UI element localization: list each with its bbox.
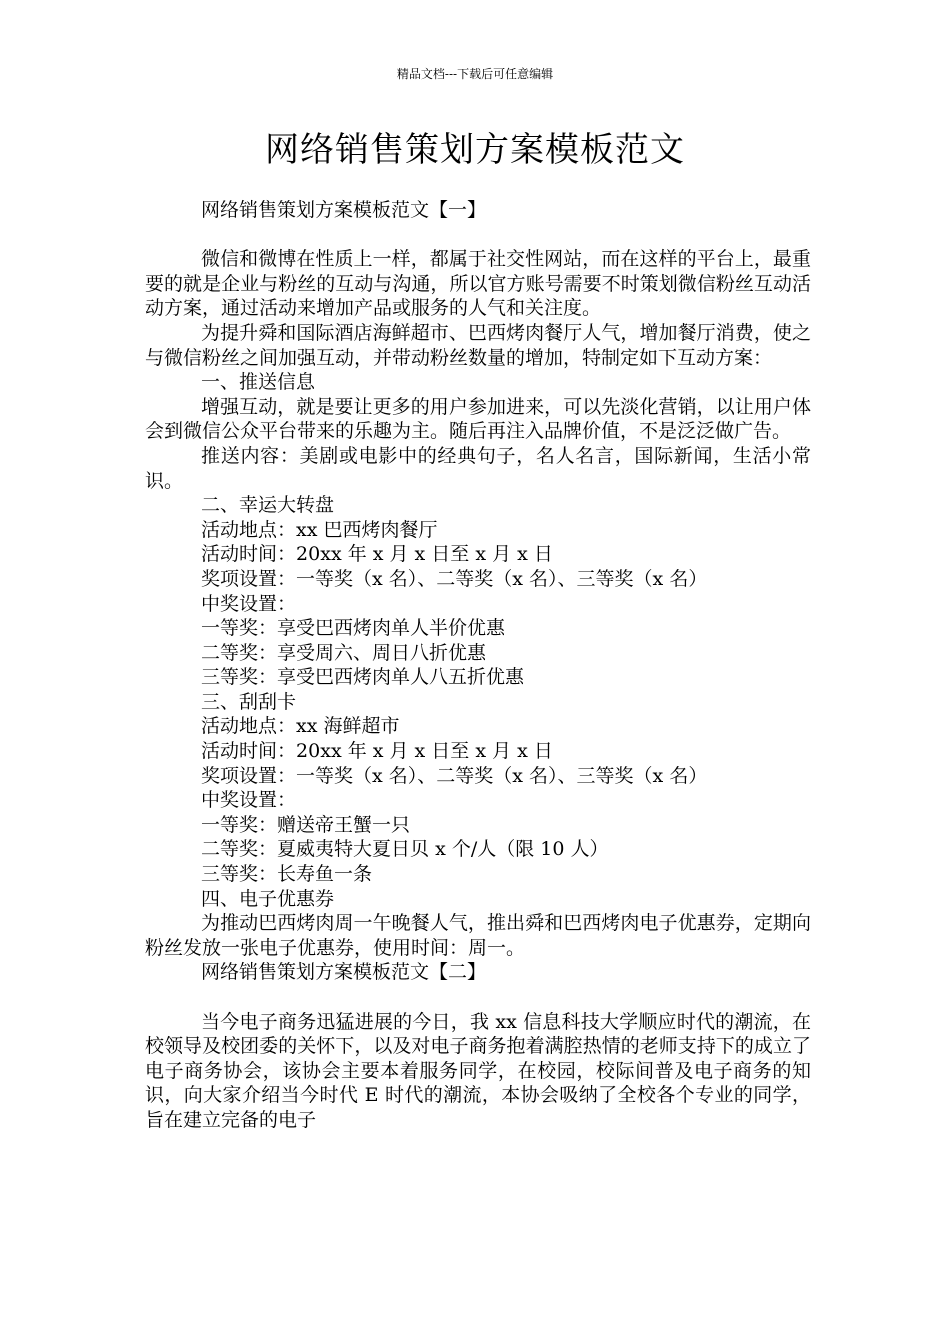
document-body bbox=[145, 198, 811, 1133]
list-item: 中奖设置： bbox=[201, 789, 297, 812]
list-item: 奖项设置：一等奖（x 名）、二等奖（x 名）、三等奖（x 名） bbox=[201, 764, 708, 787]
paragraph: 增强互动，就是要让更多的用户参加进来，可以先淡化营销，以让用户体会到微信公众平台带来的乐趣为主。随后再注入品牌价值，不是泛泛做广告。 bbox=[145, 395, 811, 443]
subheading: 三、刮刮卡 bbox=[201, 690, 297, 713]
section-heading-2: 网络销售策划方案模板范文【二】 bbox=[201, 961, 487, 984]
subheading: 一、推送信息 bbox=[201, 371, 316, 394]
list-item: 活动时间：20xx 年 x 月 x 日至 x 月 x 日 bbox=[201, 543, 553, 566]
paragraph: 为推动巴西烤肉周一午晚餐人气，推出舜和巴西烤肉电子优惠券，定期向粉丝发放一张电子优惠券，使用时间：周一。 bbox=[145, 912, 811, 959]
list-item: 活动时间：20xx 年 x 月 x 日至 x 月 x 日 bbox=[201, 740, 553, 763]
list-item: 中奖设置： bbox=[201, 592, 297, 615]
page-header: 精品文档---下载后可任意编辑 bbox=[396, 67, 554, 81]
list-item: 二等奖：夏威夷特大夏日贝 x 个/人（限 10 人） bbox=[201, 838, 609, 861]
list-item: 三等奖：享受巴西烤肉单人八五折优惠 bbox=[201, 666, 525, 689]
list-item: 奖项设置：一等奖（x 名）、二等奖（x 名）、三等奖（x 名） bbox=[201, 567, 708, 590]
list-item: 活动地点：xx 海鲜超市 bbox=[201, 715, 400, 738]
document-title: 网络销售策划方案模板范文 bbox=[265, 130, 685, 170]
section-heading-1: 网络销售策划方案模板范文【一】 bbox=[201, 199, 487, 221]
list-item: 一等奖：享受巴西烤肉单人半价优惠 bbox=[201, 617, 506, 640]
list-item: 活动地点：xx 巴西烤肉餐厅 bbox=[201, 518, 438, 541]
subheading: 二、幸运大转盘 bbox=[201, 494, 335, 517]
paragraph: 推送内容：美剧或电影中的经典句子，名人名言，国际新闻，生活小常识。 bbox=[145, 444, 811, 492]
list-item: 一等奖：赠送帝王蟹一只 bbox=[201, 813, 411, 836]
paragraph: 当今电子商务迅猛进展的今日，我 xx 信息科技大学顺应时代的潮流，在校领导及校团委的关怀下，以及对电子商务抱着满腔热情的老师支持下的成立了电子商务协会，该协会主要本着服务同学，在校园，校际间普及电子商务的知识，向大家介绍当今时代 E 时代的潮流，本协会吸纳了全校各个专业的同学，旨在建立完备的电子 bbox=[145, 1010, 811, 1131]
list-item: 三等奖：长寿鱼一条 bbox=[201, 863, 373, 886]
subheading: 四、电子优惠券 bbox=[201, 887, 335, 910]
list-item: 二等奖：享受周六、周日八折优惠 bbox=[201, 641, 487, 664]
paragraph: 微信和微博在性质上一样，都属于社交性网站，而在这样的平台上，最重要的就是企业与粉丝的互动与沟通，所以官方账号需要不时策划微信粉丝互动活动方案，通过活动来增加产品或服务的人气和关注度。 bbox=[145, 248, 811, 320]
paragraph: 为提升舜和国际酒店海鲜超市、巴西烤肉餐厅人气，增加餐厅消费，使之与微信粉丝之间加强互动，并带动粉丝数量的增加，特制定如下互动方案： bbox=[145, 321, 811, 369]
